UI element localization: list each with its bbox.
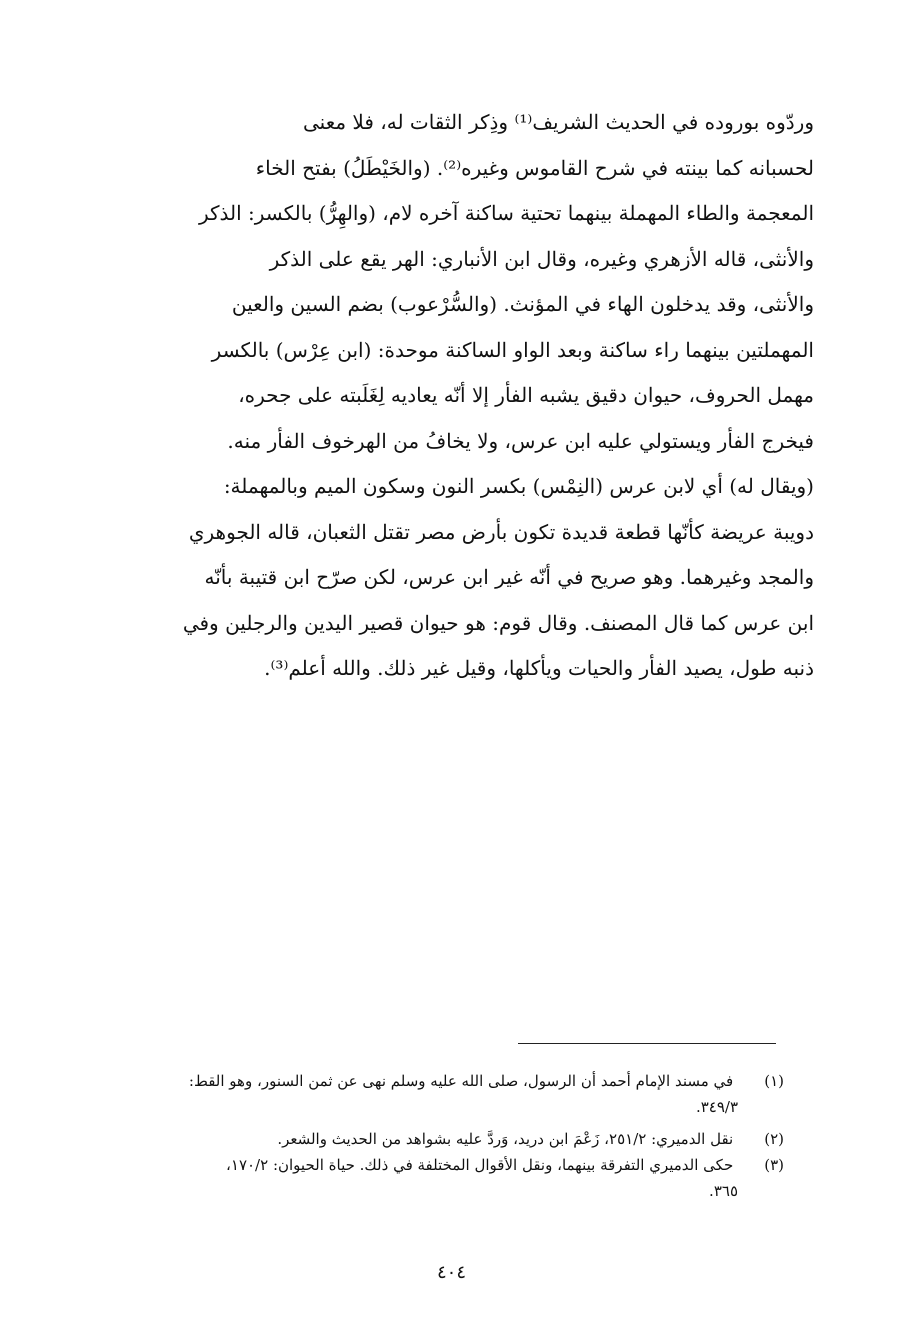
footnote-text: ٣٦٥. [709, 1182, 738, 1200]
footnote-text: نقل الدميري: ٢٥١/٢، زَعْمَ ابن دريد، وَردَّ عليه بشواهد من الحديث والشعر. [277, 1130, 734, 1148]
page-number: ٤٠٤ [436, 1262, 466, 1283]
text-line: مهمل الحروف، حيوان دقيق يشبه الفأر إلا أنّه يعاديه لِغَلَبته على جحره، [238, 383, 814, 407]
text-line: والأنثى، وقد يدخلون الهاء في المؤنث. (والسُّرْعوب) بضم السين والعين [231, 292, 814, 316]
footnote-text: في مسند الإمام أحمد أن الرسول، صلى الله عليه وسلم نهى عن ثمن السنور، وهو القط: [188, 1072, 734, 1090]
text-line: ذنبه طول، يصيد الفأر والحيات ويأكلها، وقيل غير ذلك. والله أعلم⁽³⁾. [264, 656, 814, 680]
footnote-text: حكى الدميري التفرقة بينهما، ونقل الأقوال المختلفة في ذلك. حياة الحيوان: ١٧٠/٢، [226, 1156, 734, 1174]
footnote-3 [84, 1152, 784, 1204]
text-line: والمجد وغيرهما. وهو صريح في أنّه غير ابن عرس، لكن صرّح ابن قتيبة بأنّه [204, 565, 814, 589]
text-line: وردّوه بوروده في الحديث الشريف⁽¹⁾ وذِكر الثقات له، فلا معنى [302, 110, 814, 134]
footnote-1 [84, 1068, 784, 1120]
text-line: المهملتين بينهما راء ساكنة وبعد الواو الساكنة موحدة: (ابن عِرْس) بالكسر [211, 337, 814, 362]
footnote-number: (١) [764, 1072, 784, 1090]
text-line: (ويقال له) أي لابن عرس (النِمْس) بكسر النون وسكون الميم وبالمهملة: [223, 474, 814, 498]
main-text-body [84, 100, 814, 692]
text-line: لحسبانه كما بينته في شرح القاموس وغيره⁽²⁾. (والخَيْطَلُ) بفتح الخاء [255, 155, 814, 180]
text-line: دويبة عريضة كأنّها قطعة قديدة تكون بأرض مصر تقتل الثعبان، قاله الجوهري [188, 519, 814, 544]
text-line: فيخرج الفأر ويستولي عليه ابن عرس، ولا يخافُ من الهرخوف الفأر منه. [227, 428, 814, 453]
text-line: والأنثى، قاله الأزهري وغيره، وقال ابن الأنباري: الهر يقع على الذكر [269, 246, 814, 271]
text-line: المعجمة والطاء المهملة بينهما تحتية ساكنة آخره لام، (والهِرُّ) بالكسر: الذكر [198, 201, 814, 225]
footnote-separator [518, 1043, 776, 1044]
footnotes [84, 1068, 784, 1204]
footnote-number: (٣) [764, 1156, 784, 1174]
footnote-text: ٣٤٩/٣. [695, 1098, 738, 1116]
footnote-number: (٢) [764, 1130, 784, 1148]
footnote-2 [84, 1126, 784, 1152]
text-line: ابن عرس كما قال المصنف. وقال قوم: هو حيوان قصير اليدين والرجلين وفي [182, 610, 814, 635]
